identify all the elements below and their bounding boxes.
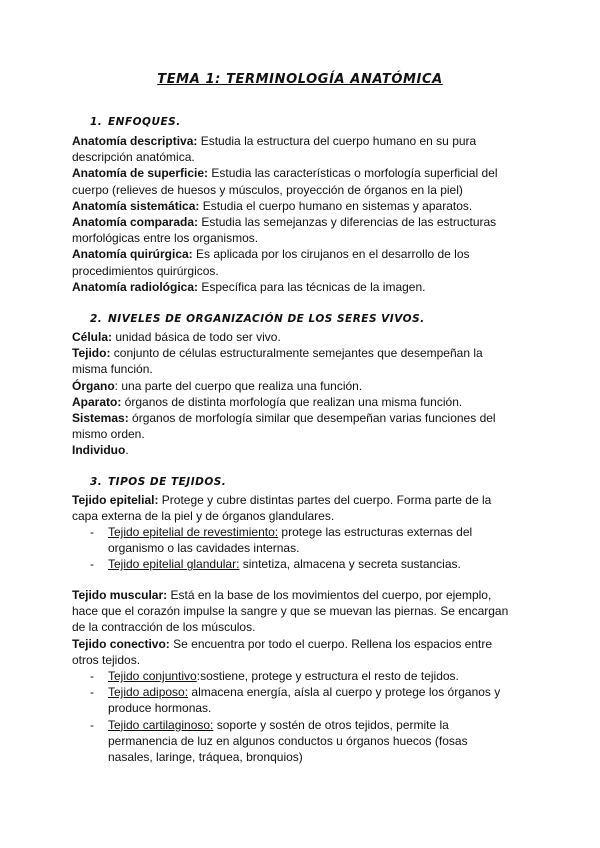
list-item bbox=[72, 684, 512, 716]
definition-text: conjunto de células estructuralmente semejantes que desempeñan la misma función. bbox=[72, 346, 483, 377]
definition-text: Es aplicada por los cirujanos en el desarrollo de los procedimientos quirúrgicos. bbox=[72, 247, 470, 278]
definition-text: . bbox=[125, 443, 129, 458]
section-heading-niveles bbox=[90, 313, 425, 325]
tissue-epitelial bbox=[72, 492, 512, 524]
definition-term: Sistemas: bbox=[72, 411, 129, 426]
definition-text: órganos de distinta morfología que realizan una misma función. bbox=[121, 394, 463, 409]
definition-term: Anatomía descriptiva: bbox=[72, 134, 198, 148]
definition-term: Anatomía sistemática: bbox=[72, 198, 200, 213]
definition-item bbox=[72, 246, 512, 278]
subtype-text: protege las estructuras externas del organismo o las cavidades internas. bbox=[108, 525, 473, 556]
definition-term: Anatomía comparada: bbox=[72, 215, 199, 230]
subtype-text: soporte y sostén de otros tejidos, permite la permanencia de luz en algunos conductos u órganos huecos (fosas nasales, laringe, tráquea, bronquios) bbox=[108, 717, 468, 765]
definition-item bbox=[72, 214, 512, 246]
subtype-term: Tejido conjuntivo bbox=[108, 669, 197, 683]
section-title: NIVELES DE ORGANIZACIÓN DE LOS SERES VIVOS. bbox=[108, 313, 425, 325]
definition-text: Protege y cubre distintas partes del cuerpo. Forma parte de la capa externa de la piel y de órganos glandulares. bbox=[72, 493, 492, 524]
definition-item bbox=[72, 492, 512, 524]
definition-text: Estudia la estructura del cuerpo humano en su pura descripción anatómica. bbox=[72, 134, 477, 165]
section-heading-enfoques bbox=[90, 116, 181, 128]
subtype-term: Tejido adiposo: bbox=[108, 685, 189, 700]
section-number: 3. bbox=[90, 476, 103, 488]
definition-text: Está en la base de los movimientos del cuerpo, por ejemplo, hace que el corazón impulse la sangre y que se muevan las piernas. Se encargan de la contracción de los músculos. bbox=[72, 588, 509, 635]
definition-item bbox=[72, 636, 512, 668]
section-number: 2. bbox=[90, 313, 103, 325]
list-item bbox=[72, 524, 512, 556]
list-item bbox=[72, 717, 512, 766]
document-title: TEMA 1: TERMINOLOGÍA ANATÓMICA bbox=[157, 72, 443, 87]
definition-term: Anatomía de superficie: bbox=[72, 166, 209, 181]
definition-text: unidad básica de todo ser vivo. bbox=[112, 330, 281, 344]
definition-text: Estudia el cuerpo humano en sistemas y aparatos. bbox=[199, 198, 473, 213]
bullet-dash: - bbox=[90, 685, 94, 700]
definition-term: Tejido epitelial: bbox=[72, 493, 159, 507]
definition-term: Célula: bbox=[72, 330, 113, 344]
section-title: TIPOS DE TEJIDOS. bbox=[108, 476, 227, 488]
definition-term: Anatomía radiológica: bbox=[72, 279, 199, 294]
definition-term: Individuo bbox=[72, 443, 126, 458]
definition-text: : una parte del cuerpo que realiza una función. bbox=[114, 378, 363, 393]
bullet-dash: - bbox=[90, 717, 94, 732]
definition-term: Tejido muscular: bbox=[72, 588, 168, 602]
bullet-dash: - bbox=[90, 525, 94, 539]
section-number: 1. bbox=[90, 116, 103, 128]
bullet-dash: - bbox=[90, 669, 94, 683]
definition-item bbox=[72, 587, 512, 636]
definition-term: Aparato: bbox=[72, 394, 122, 409]
definition-text: Estudia las características o morfología superficial del cuerpo (relieves de huesos y músculos, proyección de órganos en la piel) bbox=[72, 166, 498, 197]
definition-item bbox=[72, 198, 512, 214]
bullet-dash: - bbox=[90, 557, 94, 572]
subtype-term: Tejido epitelial de revestimiento: bbox=[108, 525, 279, 539]
definition-text: Específica para las técnicas de la imagen. bbox=[198, 279, 426, 294]
conectivo-subtypes-list bbox=[72, 668, 512, 765]
definition-item bbox=[72, 133, 512, 165]
section-body-enfoques bbox=[72, 133, 512, 295]
subtype-text: :sostiene, protege y estructura el resto de tejidos. bbox=[196, 669, 459, 683]
definition-item bbox=[72, 329, 512, 345]
subtype-term: Tejido cartilaginoso: bbox=[108, 717, 214, 732]
definition-text: órganos de morfología similar que desempeñan varias funciones del mismo orden. bbox=[72, 411, 496, 442]
subtype-text: sintetiza, almacena y secreta sustancias. bbox=[239, 557, 461, 572]
definition-term: Órgano bbox=[72, 378, 115, 393]
list-item bbox=[72, 668, 512, 684]
definition-item bbox=[72, 394, 512, 410]
definition-item bbox=[72, 279, 512, 295]
definition-item bbox=[72, 410, 512, 442]
definition-term: Anatomía quirúrgica: bbox=[72, 247, 193, 262]
definition-item bbox=[72, 165, 512, 197]
epitelial-subtypes-list bbox=[72, 524, 512, 573]
section-body-niveles bbox=[72, 329, 512, 459]
section-heading-tipos bbox=[90, 476, 226, 488]
definition-item bbox=[72, 345, 512, 377]
subtype-term: Tejido epitelial glandular: bbox=[108, 557, 240, 572]
section-title: ENFOQUES. bbox=[108, 116, 181, 128]
tissue-muscular bbox=[72, 587, 512, 636]
definition-term: Tejido: bbox=[72, 346, 111, 361]
tissue-conectivo bbox=[72, 636, 512, 668]
definition-item bbox=[72, 442, 512, 458]
list-item bbox=[72, 556, 512, 572]
definition-text: Se encuentra por todo el cuerpo. Rellena los espacios entre otros tejidos. bbox=[72, 637, 492, 668]
definition-text: Estudia las semejanzas y diferencias de las estructuras morfológicas entre los organismos. bbox=[72, 215, 497, 246]
definition-item bbox=[72, 378, 512, 394]
definition-term: Tejido conectivo: bbox=[72, 637, 170, 651]
subtype-text: almacena energía, aísla al cuerpo y protege los órganos y produce hormonas. bbox=[108, 685, 501, 716]
